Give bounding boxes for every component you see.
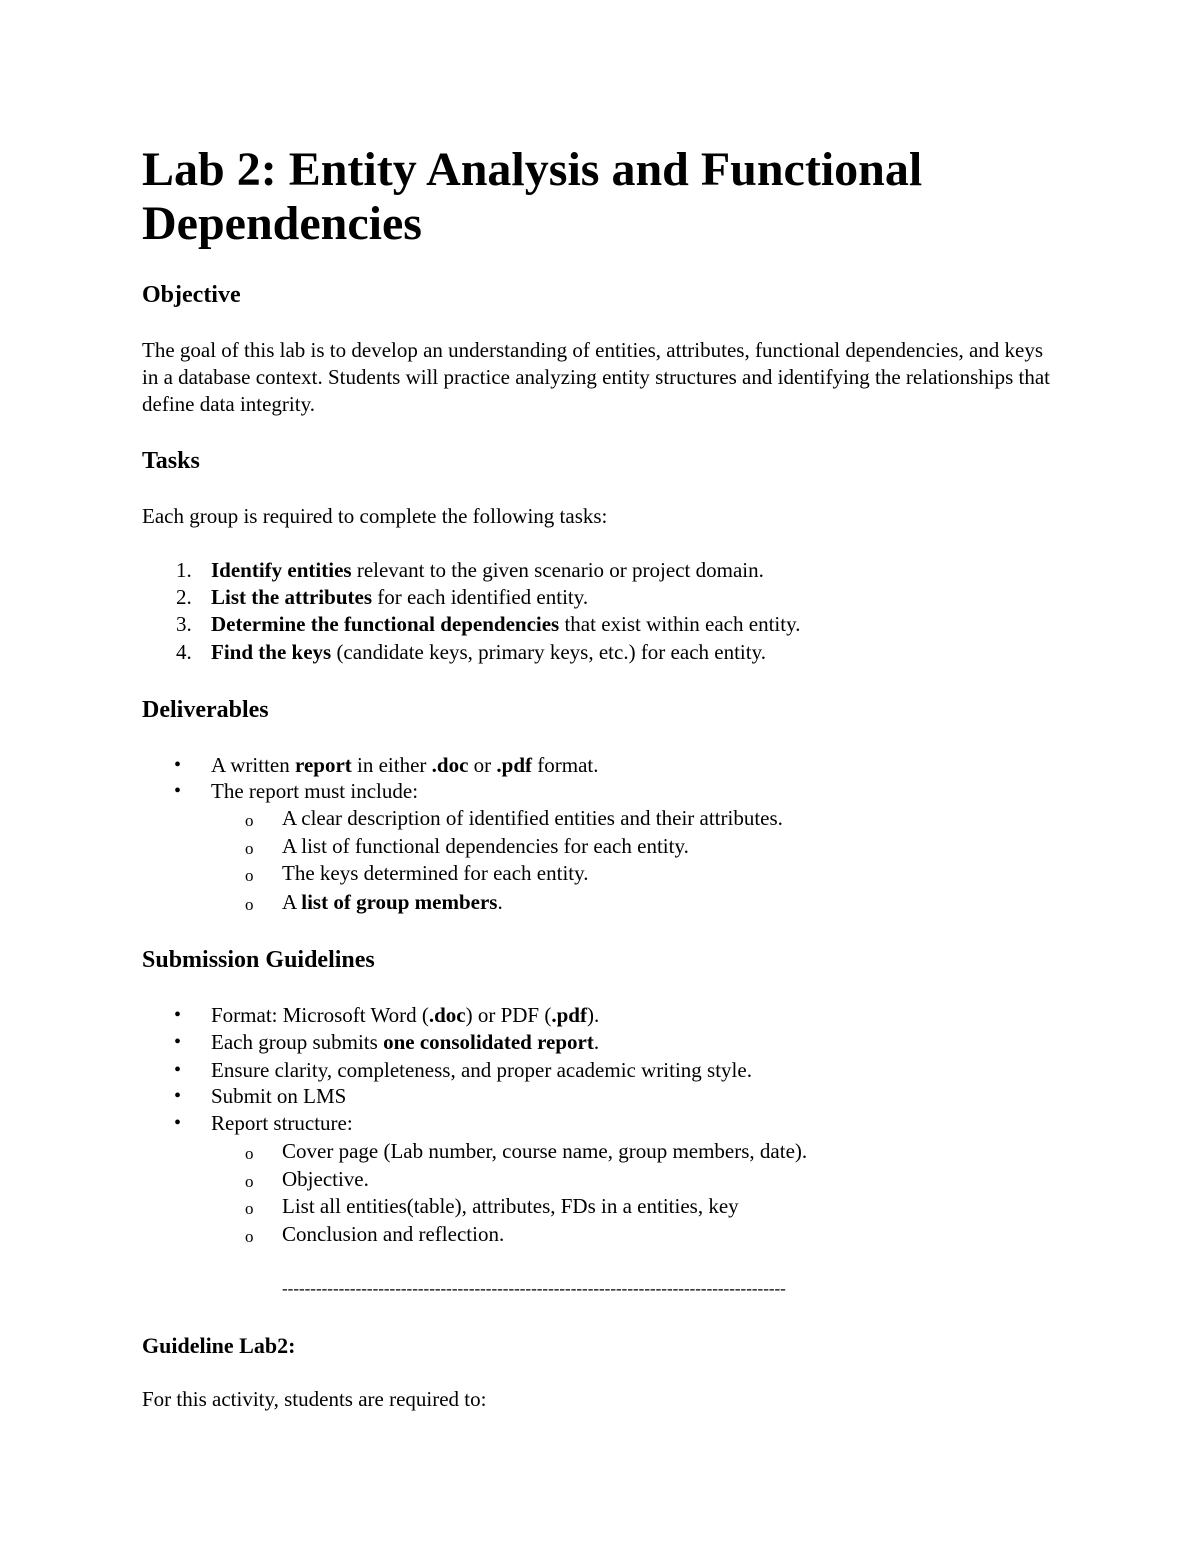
sub-bullet-icon: o (245, 839, 254, 858)
bullet-icon: • (174, 1059, 182, 1081)
list-item: Report structure: (211, 1111, 353, 1135)
bullet-icon: • (174, 780, 182, 802)
task-number: 1. (176, 558, 192, 582)
list-item: Format: Microsoft Word (.doc) or PDF (.pdf). (211, 1003, 600, 1027)
guideline-paragraph: For this activity, students are required to: (142, 1387, 487, 1411)
list-item: A list of functional dependencies for each entity. (282, 834, 689, 858)
bullet-icon: • (174, 1031, 182, 1053)
task-number: 4. (176, 640, 192, 664)
list-item: A list of group members. (282, 890, 503, 914)
list-item: Each group submits one consolidated report. (211, 1030, 600, 1054)
task-number: 3. (176, 612, 192, 636)
list-item: Cover page (Lab number, course name, group members, date). (282, 1139, 808, 1163)
list-item: Ensure clarity, completeness, and proper academic writing style. (211, 1058, 752, 1082)
tasks-intro: Each group is required to complete the following tasks: (142, 504, 608, 528)
sub-bullet-icon: o (245, 1227, 254, 1246)
list-item: Find the keys (candidate keys, primary keys, etc.) for each entity. (211, 640, 766, 664)
list-item: Identify entities relevant to the given scenario or project domain. (211, 558, 764, 582)
bullet-icon: • (174, 754, 182, 776)
list-item: List the attributes for each identified entity. (211, 585, 589, 609)
document-title: Lab 2: Entity Analysis and Functional Dependencies (142, 143, 923, 250)
sub-bullet-icon: o (245, 1199, 254, 1218)
bullet-icon: • (174, 1085, 182, 1107)
sub-bullet-icon: o (245, 895, 254, 914)
list-item: Objective. (282, 1167, 369, 1191)
list-item: Conclusion and reflection. (282, 1222, 505, 1246)
sub-bullet-icon: o (245, 866, 254, 885)
objective-heading: Objective (142, 282, 241, 308)
bullet-icon: • (174, 1112, 182, 1134)
list-item: A written report in either .doc or .pdf format. (211, 753, 599, 777)
list-item: Submit on LMS (211, 1084, 347, 1108)
deliverables-heading: Deliverables (142, 697, 269, 723)
list-item: The report must include: (211, 779, 419, 803)
list-item: The keys determined for each entity. (282, 861, 589, 885)
submission-heading: Submission Guidelines (142, 947, 375, 973)
section-divider: ----------------------------------------------------------------------------------------- (282, 1279, 786, 1298)
tasks-heading: Tasks (142, 448, 200, 474)
sub-bullet-icon: o (245, 811, 254, 830)
list-item: Determine the functional dependencies that exist within each entity. (211, 612, 801, 636)
list-item: List all entities(table), attributes, FDs in a entities, key (282, 1194, 739, 1218)
objective-paragraph: The goal of this lab is to develop an understanding of entities, attributes, functional dependencies, and keys in a database context. Students will practice analyzing entity structures and identifying the relationships that define data integrity. (142, 338, 1050, 416)
list-item: A clear description of identified entities and their attributes. (282, 806, 783, 830)
sub-bullet-icon: o (245, 1172, 254, 1191)
task-number: 2. (176, 585, 192, 609)
guideline-heading: Guideline Lab2: (142, 1333, 296, 1358)
sub-bullet-icon: o (245, 1144, 254, 1163)
bullet-icon: • (174, 1004, 182, 1026)
